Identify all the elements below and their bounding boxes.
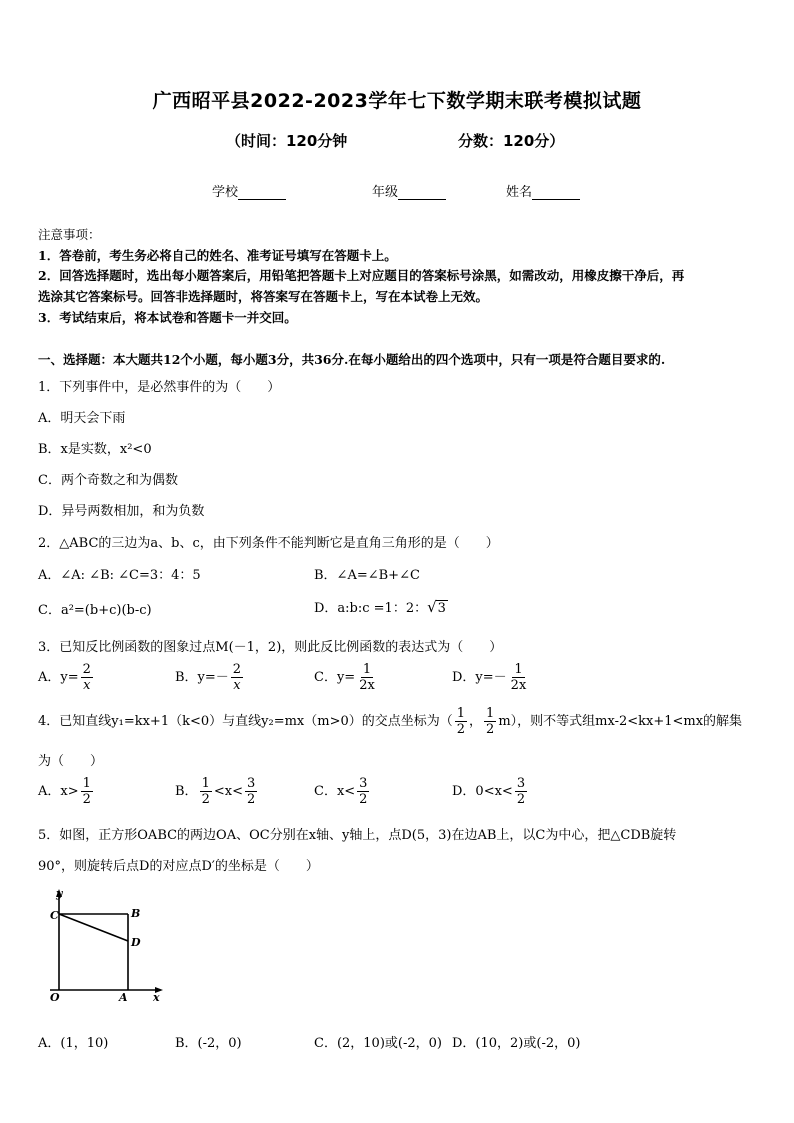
q4-stem-line1: 4．已知直线y₁=kx+1（k<0）与直线y₂=mx（m>0）的交点坐标为（ $\frac{1}{2}$ ， $\frac{1}{2}$ m），则不等式组mx-2<kx+1<mx的解集 [38, 706, 743, 737]
notes-heading: 注意事项： [38, 227, 101, 242]
q1-option-b: B．x是实数，x²<0 [38, 442, 152, 457]
q3-option-d: D．y=－ $\frac{1}{2x}$ [452, 662, 527, 693]
q1-option-d: D．异号两数相加，和为负数 [38, 504, 205, 519]
page-title: 广西昭平县2022-2023学年七下数学期末联考模拟试题 [152, 90, 642, 112]
exam-time: （时间：120分钟 [226, 132, 348, 150]
sqrt-radicand: 3 [437, 601, 446, 616]
note-1: 1．答卷前，考生务必将自己的姓名、准考证号填写在答题卡上。 [38, 248, 397, 263]
q5-stem-line1: 5．如图，正方形OABC的两边OA、OC分别在x轴、y轴上，点D(5，3)在边AB上，以C为中心，把△CDB旋转 [38, 828, 677, 843]
note-3: 3．考试结束后，将本试卷和答题卡一并交回。 [38, 310, 297, 325]
q3-stem: 3．已知反比例函数的图象过点M(－1，2)，则此反比例函数的表达式为（ ） [38, 640, 503, 655]
q4-stem-line2: 为（ ） [38, 754, 104, 769]
label-d: D [131, 936, 141, 949]
label-a: A [119, 991, 128, 1004]
q2-stem: 2．△ABC的三边为a、b、c，由下列条件不能判断它是直角三角形的是（ ） [38, 536, 499, 551]
q5-option-a: A．(1，10) [38, 1036, 109, 1051]
q1-option-c: C．两个奇数之和为偶数 [38, 473, 178, 488]
grade-field: 年级 [372, 181, 446, 200]
note-2a: 2．回答选择题时，选出每小题答案后，用铅笔把答题卡上对应题目的答案标号涂黑，如需改动，用橡皮擦干净后，再 [38, 268, 685, 283]
q2-option-b: B．∠A=∠B+∠C [314, 568, 420, 583]
q5-figure [46, 886, 176, 1004]
q5-option-c: C．(2，10)或(-2，0) [314, 1036, 442, 1051]
segment-cd [59, 914, 128, 941]
q4-option-b: B． $\frac{1}{2}$ <x< $\frac{3}{2}$ [175, 776, 256, 807]
q5-option-b: B．(-2，0) [175, 1036, 242, 1051]
q1-option-a: A．明天会下雨 [38, 411, 126, 426]
label-x: x [153, 991, 160, 1004]
note-2b: 选涂其它答案标号。回答非选择题时，将答案写在答题卡上，写在本试卷上无效。 [38, 289, 489, 304]
school-field: 学校 [212, 181, 286, 200]
q3-option-c: C．y= $\frac{1}{2x}$ [314, 662, 375, 693]
q4-option-c: C．x< $\frac{3}{2}$ [314, 776, 368, 807]
q4-option-d: D．0<x< $\frac{3}{2}$ [452, 776, 526, 807]
q5-option-d: D．(10，2)或(-2，0) [452, 1036, 581, 1051]
q3-option-a: A．y= $\frac{2}{x}$ [38, 662, 91, 693]
label-y: y [56, 887, 63, 900]
q5-stem-line2: 90°，则旋转后点D的对应点D′的坐标是（ ） [38, 859, 319, 874]
q2-option-a: A．∠A: ∠B: ∠C=3：4：5 [38, 568, 201, 583]
label-b: B [131, 907, 141, 920]
label-o: O [50, 991, 60, 1004]
section-heading: 一、选择题：本大题共12个小题，每小题3分，共36分.在每小题给出的四个选项中，只有一项是符合题目要求的. [38, 352, 666, 367]
label-c: C [50, 909, 59, 922]
q1-stem: 1．下列事件中，是必然事件的为（ ） [38, 380, 281, 395]
q2-option-c: C．a²=(b+c)(b-c) [38, 603, 152, 618]
q4-option-a: A．x> $\frac{1}{2}$ [38, 776, 91, 807]
q2-option-d: D．a:b:c =1：2：√3 [314, 598, 446, 616]
exam-score: 分数：120分） [458, 132, 565, 150]
q3-option-b: B．y=－ $\frac{2}{x}$ [175, 662, 242, 693]
name-field: 姓名 [506, 181, 580, 200]
